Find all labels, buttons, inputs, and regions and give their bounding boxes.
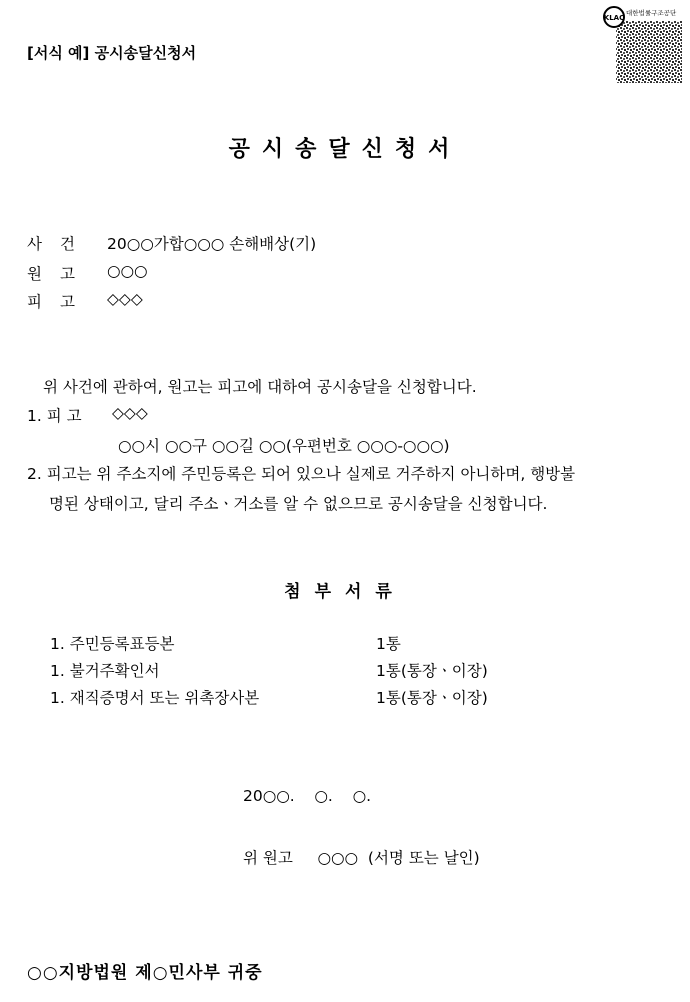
item1-address: ○○시 ○○구 ○○길 ○○(우편번호 ○○○-○○○) bbox=[118, 437, 450, 455]
form-label: [서식 예] 공시송달신청서 bbox=[27, 44, 197, 62]
svg-text:대한법률구조공단: 대한법률구조공단 bbox=[626, 9, 677, 17]
case-label: 사건 bbox=[27, 235, 93, 253]
document-title: 공시송달신청서 bbox=[228, 137, 462, 162]
intro-paragraph: 위 사건에 관하여, 원고는 피고에 대하여 공시송달을 신청합니다. bbox=[43, 378, 477, 396]
attachment-count: 1통(통장ㆍ이장) bbox=[376, 689, 488, 707]
item1-label: 1. 피 고 bbox=[27, 407, 82, 425]
plaintiff-value: ○○○ bbox=[107, 262, 148, 280]
court-addressee: ○○지방법원 제○민사부 귀중 bbox=[27, 963, 263, 983]
signature-line: 위 원고 ○○○ (서명 또는 날인) bbox=[243, 849, 480, 867]
case-value: 20○○가합○○○ 손해배상(기) bbox=[107, 235, 317, 253]
item2-line1: 2. 피고는 위 주소지에 주민등록은 되어 있으나 실제로 거주하지 아니하며, 행방불 bbox=[27, 465, 576, 483]
plaintiff-label: 원고 bbox=[27, 265, 93, 283]
defendant-label: 피고 bbox=[27, 293, 93, 311]
attachment-count: 1통 bbox=[376, 635, 401, 653]
attachments-title: 첨부서류 bbox=[284, 582, 406, 602]
seal-stamp bbox=[602, 3, 684, 85]
attachment-item: 1. 주민등록표등본 bbox=[50, 635, 175, 653]
document-date: 20○○. ○. ○. bbox=[243, 787, 372, 805]
attachment-item: 1. 불거주확인서 bbox=[50, 662, 160, 680]
defendant-value: ◇◇◇ bbox=[107, 290, 143, 308]
attachment-item: 1. 재직증명서 또는 위촉장사본 bbox=[50, 689, 260, 707]
attachment-count: 1통(통장ㆍ이장) bbox=[376, 662, 488, 680]
item2-line2: 명된 상태이고, 달리 주소ㆍ거소를 알 수 없으므로 공시송달을 신청합니다. bbox=[49, 495, 548, 513]
svg-text:KLAC: KLAC bbox=[603, 14, 625, 22]
item1-name: ◇◇◇ bbox=[112, 404, 148, 422]
